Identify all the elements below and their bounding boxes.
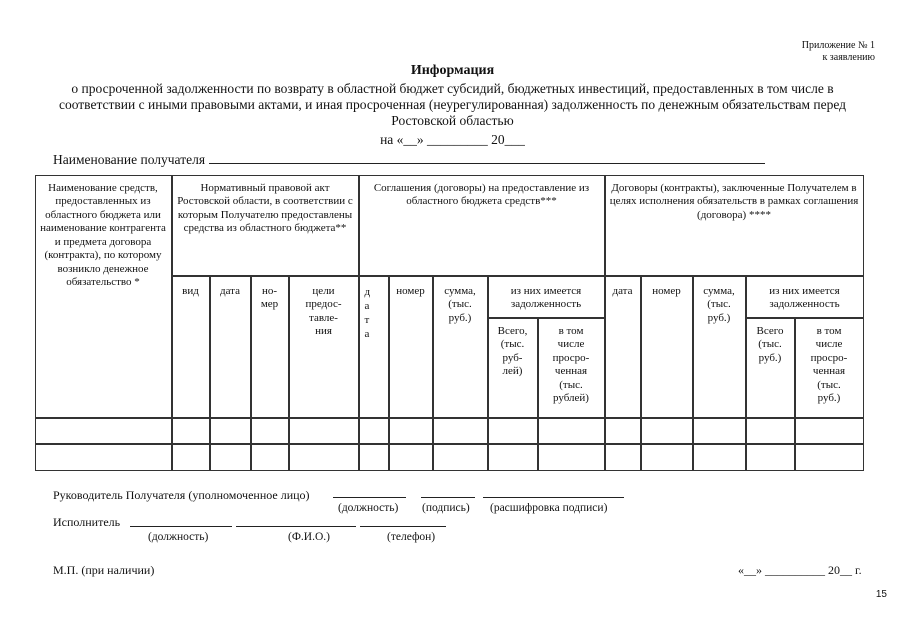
table-cell[interactable] (746, 418, 795, 444)
executor-phone-line[interactable] (360, 526, 446, 527)
table-cell[interactable] (693, 444, 746, 471)
table-cell[interactable] (433, 418, 488, 444)
table-cell[interactable] (389, 444, 433, 471)
header-con-debt-overdue: в том числе просро- ченная (тыс. руб.) (795, 318, 864, 418)
table-cell[interactable] (488, 418, 538, 444)
header-con-debt: из них имеется задолженность (746, 276, 864, 318)
table-cell[interactable] (641, 418, 693, 444)
head-signature-line[interactable] (421, 497, 475, 498)
appendix-note-line2: к заявлению (822, 52, 875, 63)
executor-fio-line[interactable] (236, 526, 356, 527)
stamp-label: М.П. (при наличии) (53, 563, 155, 577)
table-cell[interactable] (359, 418, 389, 444)
header-act-type: вид (172, 276, 210, 418)
caption-fio: (Ф.И.О.) (288, 531, 330, 543)
table-cell[interactable] (538, 444, 605, 471)
page-number: 15 (875, 589, 887, 600)
table-cell[interactable] (433, 444, 488, 471)
table-cell[interactable] (35, 418, 172, 444)
document-subtitle: о просроченной задолженности по возврату в областной бюджет субсидий, бюджетных инвестиций, предоставленных в том числе в соответствии с иными правовыми актами, и иная просроченная (неурегулированная) задолженность по денежным обязательствам перед Ростовской областью (58, 81, 847, 128)
document-title: Информация (410, 63, 495, 78)
table-cell[interactable] (359, 444, 389, 471)
caption-position: (должность) (338, 502, 399, 514)
table-cell[interactable] (210, 444, 251, 471)
table-cell[interactable] (389, 418, 433, 444)
table-cell[interactable] (538, 418, 605, 444)
table-cell[interactable] (641, 444, 693, 471)
header-agr-number: номер (389, 276, 433, 418)
appendix-note-line1: Приложение № 1 (801, 40, 875, 51)
head-position-line[interactable] (333, 497, 406, 498)
recipient-label: Наименование получателя (53, 152, 206, 167)
table-cell[interactable] (172, 444, 210, 471)
header-act-date: дата (210, 276, 251, 418)
caption-signature: (подпись) (422, 502, 470, 514)
header-agr-sum: сумма, (тыс. руб.) (433, 276, 488, 418)
table-cell[interactable] (289, 418, 359, 444)
table-cell[interactable] (605, 418, 641, 444)
table-cell[interactable] (289, 444, 359, 471)
header-con-sum: сумма, (тыс. руб.) (693, 276, 746, 418)
report-date-line: на «__» _________ 20___ (380, 132, 525, 147)
executor-position-line[interactable] (130, 526, 232, 527)
header-legal-act: Нормативный правовой акт Ростовской области, в соответствии с которым Получателю предоставлены средства из областного бюджета** (172, 175, 359, 276)
header-agr-debt: из них имеется задолженность (488, 276, 605, 318)
header-con-debt-total: Всего (тыс. руб.) (746, 318, 795, 418)
table-cell[interactable] (795, 444, 864, 471)
header-con-number: номер (641, 276, 693, 418)
table-cell[interactable] (605, 444, 641, 471)
header-agr-debt-total: Всего, (тыс. руб- лей) (488, 318, 538, 418)
header-agreements: Соглашения (договоры) на предоставление из областного бюджета средств*** (359, 175, 605, 276)
header-act-number: но- мер (251, 276, 289, 418)
table-cell[interactable] (210, 418, 251, 444)
table-cell[interactable] (35, 444, 172, 471)
table-cell[interactable] (795, 418, 864, 444)
table-cell[interactable] (488, 444, 538, 471)
table-cell[interactable] (172, 418, 210, 444)
caption-phone: (телефон) (387, 531, 436, 543)
signature-date: «__» __________ 20__ г. (738, 563, 862, 577)
header-con-date: дата (605, 276, 641, 418)
header-act-purpose: цели предос- тавле- ния (289, 276, 359, 418)
executor-label: Исполнитель (53, 515, 121, 529)
caption-executor-position: (должность) (148, 531, 209, 543)
header-agr-debt-overdue: в том числе просро- ченная (тыс. рублей) (538, 318, 605, 418)
table-cell[interactable] (251, 444, 289, 471)
head-signature-label: Руководитель Получателя (уполномоченное лицо) (53, 488, 310, 502)
table-cell[interactable] (251, 418, 289, 444)
header-agr-date: д а т а (359, 276, 389, 418)
header-funds-name: Наименование средств, предоставленных из областного бюджета или наименование контрагента и предмета договора (контракта), по которому возникло денежное обязательство * (35, 175, 172, 418)
table-cell[interactable] (746, 444, 795, 471)
head-decoding-line[interactable] (483, 497, 624, 498)
table-cell[interactable] (693, 418, 746, 444)
header-contracts: Договоры (контракты), заключенные Получателем в целях исполнения обязательств в рамках соглашения (договора) **** (605, 175, 864, 276)
caption-decoding: (расшифровка подписи) (490, 502, 608, 514)
